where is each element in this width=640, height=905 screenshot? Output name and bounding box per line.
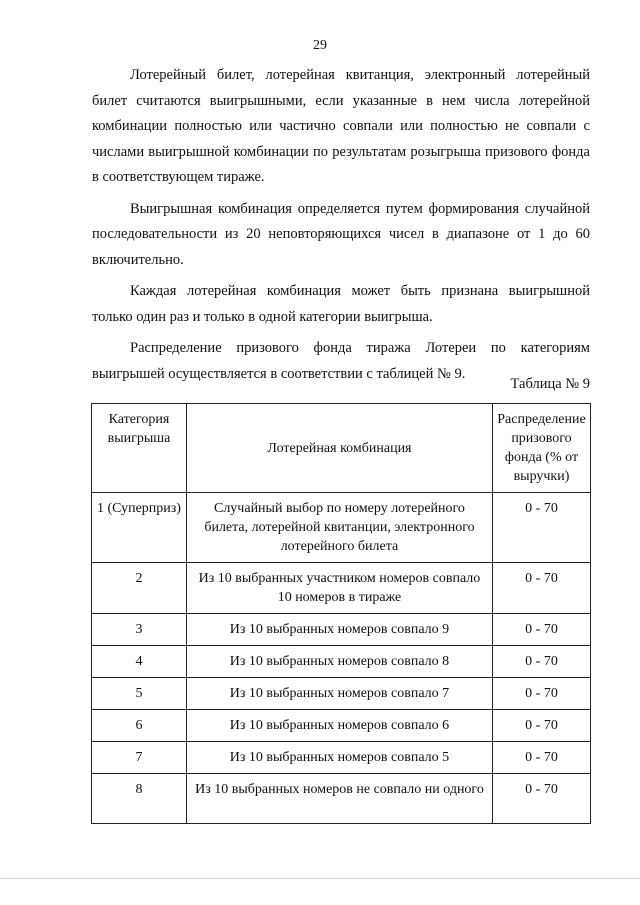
cell-combination: Из 10 выбранных участником номеров совпало 10 номеров в тираже (186, 563, 492, 614)
cell-share: 0 - 70 (492, 742, 590, 774)
cell-combination: Из 10 выбранных номеров совпало 6 (186, 710, 492, 742)
table-row (92, 774, 591, 824)
page-bottom-edge (0, 878, 640, 879)
cell-share: 0 - 70 (492, 710, 590, 742)
cell-combination: Случайный выбор по номеру лотерейного билета, лотерейной квитанции, электронного лотерейного билета (186, 493, 492, 563)
table-row (92, 614, 591, 646)
header-combination: Лотерейная комбинация (186, 404, 492, 493)
paragraph-winning-combination: Выигрышная комбинация определяется путем формирования случайной последовательности из 20 неповторяющихся чисел в диапазоне от 1 до 60 включительно. (92, 200, 590, 268)
table-row (92, 493, 591, 563)
cell-share: 0 - 70 (492, 493, 590, 563)
cell-category: 3 (92, 614, 187, 646)
cell-category: 8 (92, 774, 187, 824)
cell-share: 0 - 70 (492, 563, 590, 614)
cell-combination: Из 10 выбранных номеров не совпало ни одного (186, 774, 492, 824)
cell-category: 1 (Суперприз) (92, 493, 187, 563)
cell-category: 5 (92, 678, 187, 710)
cell-category: 4 (92, 646, 187, 678)
cell-combination: Из 10 выбранных номеров совпало 5 (186, 742, 492, 774)
page-number: 29 (313, 38, 327, 53)
cell-share: 0 - 70 (492, 614, 590, 646)
cell-share: 0 - 70 (492, 678, 590, 710)
cell-combination: Из 10 выбранных номеров совпало 7 (186, 678, 492, 710)
table-row (92, 710, 591, 742)
paragraph-winning-tickets: Лотерейный билет, лотерейная квитанция, электронный лотерейный билет считаются выигрышными, если указанные в нем числа лотерейной комбинации полностью или частично совпали или полностью не совпали с числами выигрышной комбинации по результатам розыгрыша призового фонда в соответствующем тираже. (92, 67, 590, 185)
table-caption: Таблица № 9 (510, 376, 590, 392)
table-row (92, 742, 591, 774)
table-row (92, 678, 591, 710)
header-share: Распределение призового фонда (% от выручки) (492, 404, 590, 493)
cell-combination: Из 10 выбранных номеров совпало 9 (186, 614, 492, 646)
prize-distribution-table (91, 403, 591, 824)
body-text (92, 63, 590, 387)
cell-category: 6 (92, 710, 187, 742)
cell-share: 0 - 70 (492, 646, 590, 678)
table-header-row (92, 404, 591, 493)
table-row (92, 563, 591, 614)
cell-share: 0 - 70 (492, 774, 590, 824)
paragraph-single-category: Каждая лотерейная комбинация может быть признана выигрышной только один раз и только в одной категории выигрыша. (92, 283, 590, 325)
header-category: Категория выигрыша (92, 404, 187, 493)
cell-category: 7 (92, 742, 187, 774)
table-row (92, 646, 591, 678)
cell-combination: Из 10 выбранных номеров совпало 8 (186, 646, 492, 678)
cell-category: 2 (92, 563, 187, 614)
paragraph-prize-distribution: Распределение призового фонда тиража Лотереи по категориям выигрышей осуществляется в соответствии с таблицей № 9. (92, 340, 590, 382)
